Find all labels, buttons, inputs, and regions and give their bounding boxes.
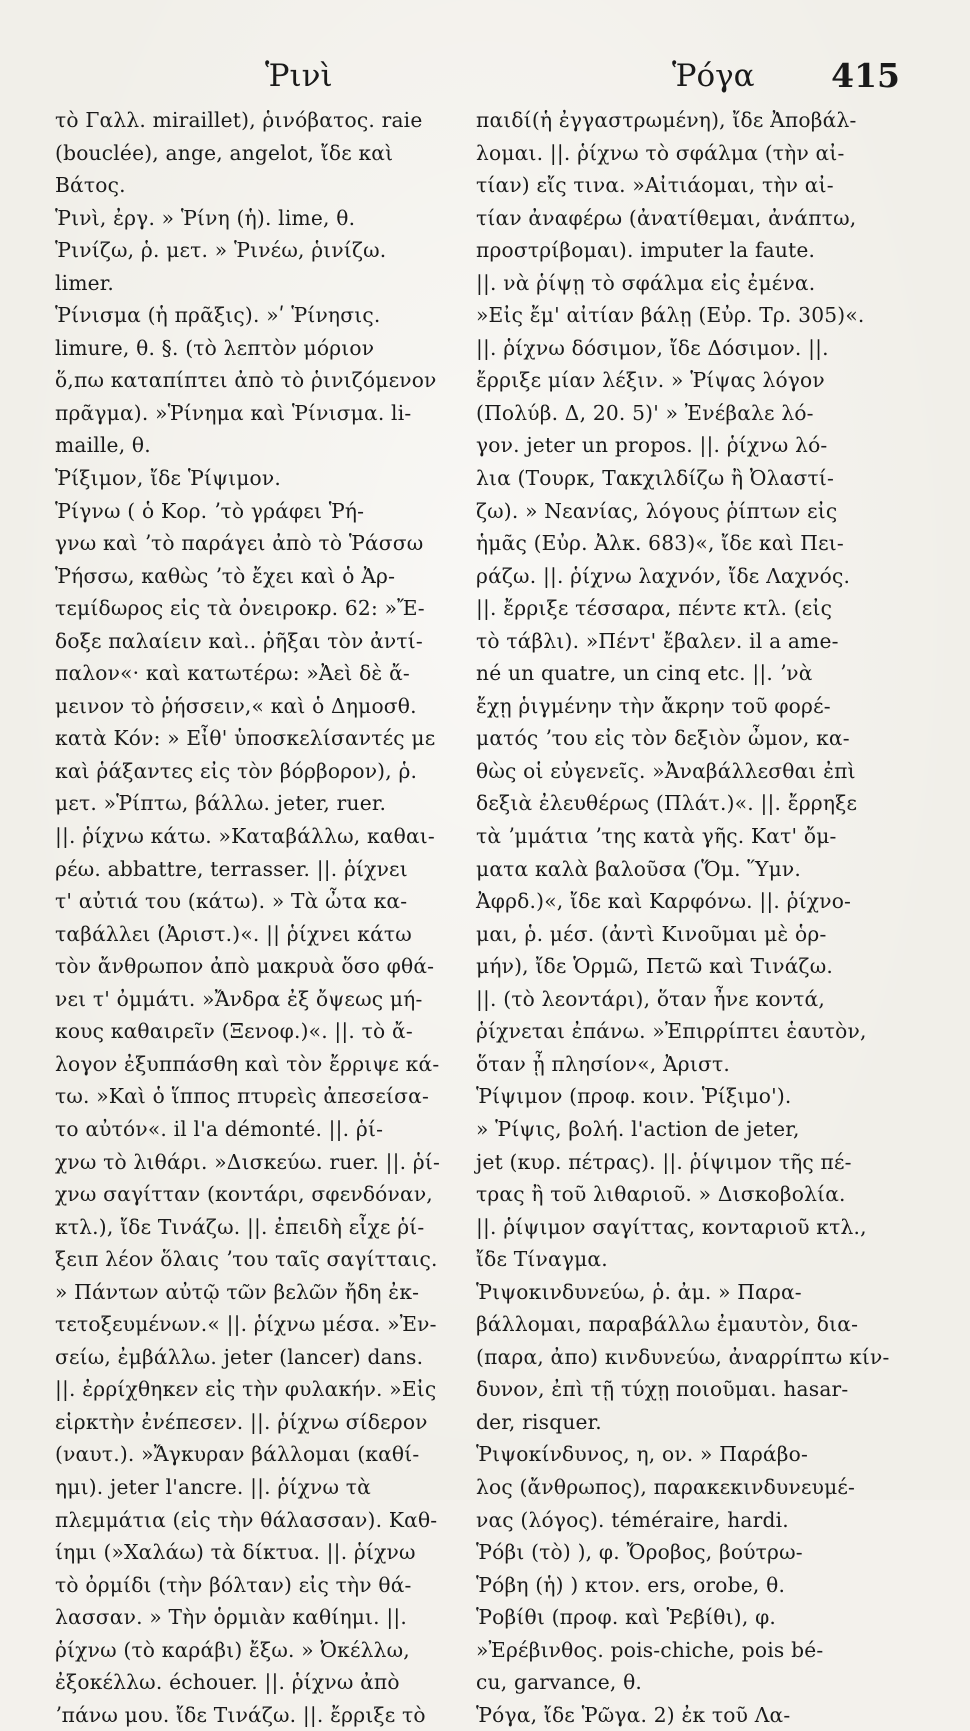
left-guide-word: Ῥινὶ (265, 58, 333, 94)
text-line: λασσαν. » Τὴν ὁρμιὰν καθίημι. ||. (55, 1605, 408, 1630)
text-line: τὸ τάβλι). »Πέντ' ἔβαλεν. il a ame- (476, 628, 839, 653)
text-line: ||. ῥίχνω κάτω. »Καταβάλλω, καθαι- (55, 824, 435, 849)
text-line: ||. ῥίχνω δόσιμον, ἴδε Δόσιμον. ||. (476, 335, 829, 360)
text-line: Ῥίξιμον, ἴδε Ῥίψιμον. (55, 466, 281, 491)
text-line: (ναυτ.). »Ἄγκυραν βάλλομαι (καθί- (55, 1442, 420, 1467)
text-line: ἔχῃ ῥιγμένην τὴν ἄκρην τοῦ φορέ- (476, 693, 831, 718)
text-line: ζω). » Νεανίας, λόγους ῥίπτων εἰς (476, 498, 838, 523)
text-line: ῥίχνω (τὸ καράβι) ἔξω. » Ὀκέλλω, (55, 1637, 410, 1662)
text-line: ||. (τὸ λεοντάρι), ὅταν ἦνε κοντά, (476, 986, 825, 1011)
text-line: Ῥόγα, ἴδε Ῥῶγα. 2) ἐκ τοῦ Λα- (476, 1702, 791, 1727)
text-line: δυνον, ἐπὶ τῇ τύχῃ ποιοῦμαι. hasar- (476, 1377, 849, 1402)
right-column (476, 104, 916, 1731)
text-line: νει τ' ὀμμάτι. »Ἄνδρα ἐξ ὄψεως μή- (55, 986, 423, 1011)
text-line: ματα καλὰ βαλοῦσα (Ὅμ. Ὕμν. (476, 856, 801, 881)
text-line: τὰ ʼμμάτια ʼτης κατὰ γῆς. Κατ' ὄμ- (476, 824, 837, 849)
text-line: προστρίβομαι). imputer la faute. (476, 238, 816, 263)
text-line: ἴδε Τίναγμα. (476, 1247, 608, 1272)
text-line: (παρα, ἀπο) κινδυνεύω, ἀναρρίπτω κίν- (476, 1344, 890, 1369)
text-line: λια (Τουρκ, Τακχιλδίζω ἢ Ὀλαστί- (476, 466, 834, 491)
page-number: 415 (831, 56, 900, 95)
text-line: κους καθαιρεῖν (Ξενοφ.)«. ||. τὸ ἄ- (55, 1019, 413, 1044)
text-line: μαι, ῥ. μέσ. (ἀντὶ Κινοῦμαι μὲ ὁρ- (476, 921, 827, 946)
text-line: λος (ἄνθρωπος), παρακεκινδυνευμέ- (476, 1474, 856, 1499)
text-line: ὅ,πω καταπίπτει ἀπὸ τὸ ῥινιζόμενον (55, 368, 437, 393)
text-line: τὸν ἄνθρωπον ἀπὸ μακρυὰ ὅσο φθά- (55, 954, 435, 979)
text-line: καὶ ῥάξαντες εἰς τὸν βόρβορον), ῥ. (55, 758, 418, 783)
text-line: τ' αὐτιά του (κάτω). » Τὰ ὦτα κα- (55, 889, 408, 914)
text-line: der, risquer. (476, 1409, 602, 1434)
text-line: Ἀφρδ.)«, ἴδε καὶ Καρφόνω. ||. ῥίχνο- (476, 889, 852, 914)
text-line: παλον«· καὶ κατωτέρω: »Ἀεὶ δὲ ἄ- (55, 661, 410, 686)
text-line: ἐξοκέλλω. échouer. ||. ῥίχνω ἀπὸ (55, 1670, 400, 1695)
text-line: » Πάντων αὐτῷ τῶν βελῶν ἤδη ἐκ- (55, 1279, 420, 1304)
text-line: ματός ʼτου εἰς τὸν δεξιὸν ὦμον, κα- (476, 726, 850, 751)
text-line: Ῥοβίθι (προφ. καὶ Ῥεβίθι), φ. (476, 1605, 777, 1630)
text-line: χνω σαγίτταν (κοντάρι, σφενδόναν, (55, 1182, 433, 1207)
text-line: jet (κυρ. πέτρας). ||. ῥίψιμον τῆς πέ- (476, 1149, 852, 1174)
text-line: maille, θ. (55, 433, 151, 458)
text-line: δοξε παλαίειν καὶ.. ῥῆξαι τὸν ἀντί- (55, 628, 423, 653)
text-line: Ῥίνισμα (ἡ πρᾶξις). »ʹ Ῥίνησις. (55, 303, 381, 328)
text-line: κτλ.), ἴδε Τινάζω. ||. ἐπειδὴ εἶχε ῥί- (55, 1214, 425, 1239)
text-line: γνω καὶ ʼτὸ παράγει ἀπὸ τὸ Ῥάσσω (55, 531, 424, 556)
text-line: μήν), ἴδε Ὁρμῶ, Πετῶ καὶ Τινάζω. (476, 954, 833, 979)
text-line: né un quatre, un cinq etc. ||. ʼνὰ (476, 661, 813, 686)
text-line: τὸ Γαλλ. miraillet), ῥινόβατος. raie (55, 108, 423, 132)
text-line: τετοξευμένων.« ||. ῥίχνω μέσα. »Ἐν- (55, 1312, 437, 1337)
text-line: Ῥήσσω, καθὼς ʼτὸ ἔχει καὶ ὁ Ἀρ- (55, 563, 396, 588)
text-line: ||. ῥίψιμον σαγίττας, κονταριοῦ κτλ., (476, 1214, 867, 1239)
text-line: εἱρκτὴν ἐνέπεσεν. ||. ῥίχνω σίδερον (55, 1409, 428, 1434)
text-line: »Ἐρέβινθος. pois-chiche, pois bé- (476, 1637, 824, 1662)
right-guide-word: Ῥόγα (672, 58, 755, 94)
text-line: Ῥόβη (ἡ) ) κτον. ers, orobe, θ. (476, 1572, 786, 1597)
text-line: Βάτος. (55, 173, 126, 198)
text-line: ημι). jeter l'ancre. ||. ῥίχνω τὰ (55, 1474, 371, 1499)
text-line: Ῥιψοκίνδυνος, η, ον. » Παράβο- (476, 1442, 808, 1467)
text-line: » Ῥίψις, βολή. l'action de jeter, (476, 1116, 800, 1141)
text-line: ὅταν ᾖ πλησίον«, Ἀριστ. (476, 1051, 730, 1076)
text-line: τίαν) εἴς τινα. »Αἰτιάομαι, τὴν αἰ- (476, 173, 834, 198)
text-line: μεινον τὸ ῥήσσειν,« καὶ ὁ Δημοσθ. (55, 693, 417, 718)
text-line: ταβάλλει (Ἀριστ.)«. || ῥίχνει κάτω (55, 921, 412, 946)
text-line: γον. jeter un propos. ||. ῥίχνω λό- (476, 433, 828, 458)
text-line: κατὰ Κόν: » Εἶθ' ὑποσκελίσαντές με (55, 726, 436, 751)
text-line: παιδί(ἡ ἐγγαστρωμένη), ἴδε Ἀποβάλ- (476, 108, 857, 132)
text-line: χνω τὸ λιθάρι. »Δισκεύω. ruer. ||. ῥί- (55, 1149, 441, 1174)
text-line: μετ. »Ῥίπτω, βάλλω. jeter, ruer. (55, 791, 387, 816)
text-line: Ῥίψιμον (προφ. κοιν. Ῥίξιμο'). (476, 1084, 792, 1109)
text-line: τὸ ὀρμίδι (τὴν βόλταν) εἰς τὴν θά- (55, 1572, 412, 1597)
page-header (60, 52, 900, 100)
text-line: ῥίχνεται ἐπάνω. »Ἐπιρρίπτει ἑαυτὸν, (476, 1019, 867, 1044)
text-line: τεμίδωρος εἰς τὰ ὀνειροκρ. 62: »Ἔ- (55, 596, 425, 621)
text-line: Ῥίγνω ( ὁ Κορ. ʼτὸ γράφει Ῥή- (55, 498, 365, 523)
text-line: ||. ἐρρίχθηκεν εἰς τὴν φυλακήν. »Εἰς (55, 1377, 437, 1402)
text-line: τίαν ἀναφέρω (ἀνατίθεμαι, ἀνάπτω, (476, 205, 857, 230)
text-line: cu, garvance, θ. (476, 1670, 643, 1695)
text-line: δεξιὰ ἐλευθέρως (Πλάτ.)«. ||. ἔρρηξε (476, 791, 858, 816)
text-line: νας (λόγος). téméraire, hardi. (476, 1507, 789, 1532)
text-line: limer. (55, 270, 115, 295)
text-line: ρέω. abbattre, terrasser. ||. ῥίχνει (55, 856, 408, 881)
text-line: (Πολύβ. Δ, 20. 5)' » Ἐνέβαλε λό- (476, 400, 814, 425)
text-line: ξειπ λέον ὅλαις ʼτου ταῖς σαγίτταις. (55, 1247, 438, 1272)
text-line: Ῥόβι (τὸ) ), φ. Ὄροβος, βούτρω- (476, 1540, 803, 1565)
text-line: πρᾶγμα). »Ῥίνημα καὶ Ῥίνισμα. li- (55, 400, 412, 425)
text-line: ||. ἔρριξε τέσσαρα, πέντε κτλ. (εἰς (476, 596, 833, 621)
text-line: σείω, ἐμβάλλω. jeter (lancer) dans. (55, 1344, 424, 1369)
text-line: Ῥινίζω, ῥ. μετ. » Ῥινέω, ῥινίζω. (55, 238, 387, 263)
text-line: ἡμᾶς (Εὐρ. Ἀλκ. 683)«, ἴδε καὶ Πει- (476, 531, 844, 556)
text-line: Ῥινὶ, ἐργ. » Ῥίνη (ἡ). lime, θ. (55, 205, 356, 230)
text-line: »Εἰς ἔμ' αἰτίαν βάλῃ (Εὐρ. Τρ. 305)«. (476, 303, 865, 328)
text-line: (bouclée), ange, angelot, ἴδε καὶ (55, 140, 394, 165)
text-line: limure, θ. §. (τὸ λεπτὸν μόριον (55, 335, 375, 360)
text-line: το αὐτόν«. il l'a démonté. ||. ῥί- (55, 1116, 384, 1141)
text-line: πλεμμάτια (εἰς τὴν θάλασσαν). Καθ- (55, 1507, 438, 1532)
text-line: τρας ἢ τοῦ λιθαριοῦ. » Δισκοβολία. (476, 1182, 846, 1207)
text-line: ίημι (»Χαλάω) τὰ δίκτυα. ||. ῥίχνω (55, 1540, 416, 1565)
text-line: ||. νὰ ῥίψῃ τὸ σφάλμα εἰς ἐμένα. (476, 270, 816, 295)
text-line: θὼς οἱ εὐγενεῖς. »Ἀναβάλλεσθαι ἐπὶ (476, 758, 856, 783)
text-line: ἔρριξε μίαν λέξιν. » Ῥίψας λόγον (476, 368, 825, 393)
text-line: ράζω. ||. ῥίχνω λαχνόν, ἴδε Λαχνός. (476, 563, 851, 588)
text-line: Ῥιψοκινδυνεύω, ῥ. ἀμ. » Παρα- (476, 1279, 802, 1304)
text-line: τω. »Καὶ ὁ ἵππος πτυρεὶς ἀπεσείσα- (55, 1084, 429, 1109)
text-line: λομαι. ||. ῥίχνω τὸ σφάλμα (τὴν αἰ- (476, 140, 845, 165)
text-line: λογον ἐξυππάσθη καὶ τὸν ἔρριψε κά- (55, 1051, 440, 1076)
left-column (55, 104, 475, 1731)
text-line: βάλλομαι, παραβάλλω ἐμαυτὸν, δια- (476, 1312, 859, 1337)
text-line: ʼπάνω μου. ἴδε Τινάζω. ||. ἔρριξε τὸ (55, 1702, 426, 1727)
